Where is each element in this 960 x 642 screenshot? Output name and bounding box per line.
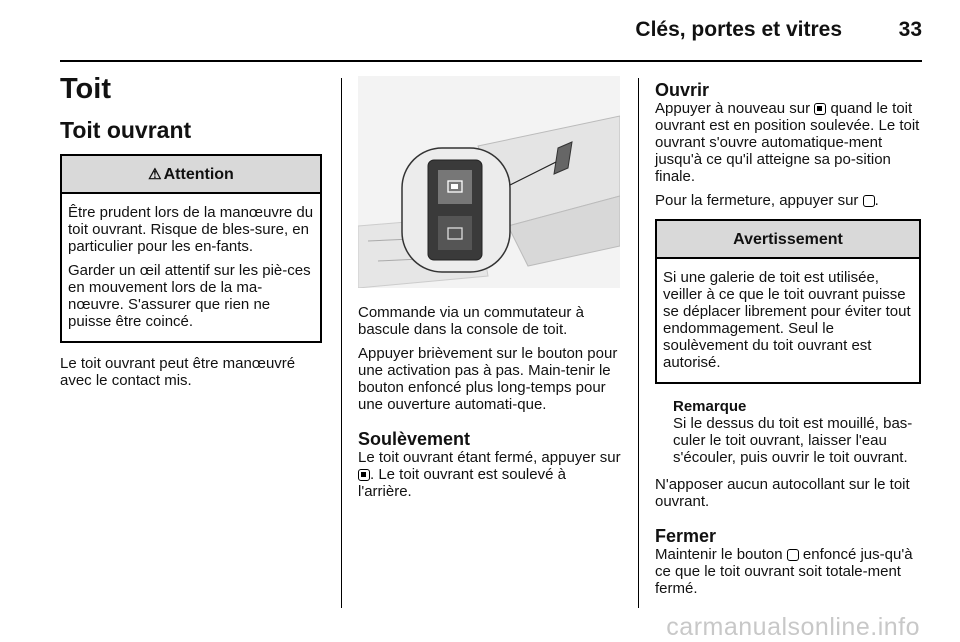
remark [673,398,921,466]
remark-body: Si le dessus du toit est mouillé, bas-culer le toit ouvrant, laisser l'eau s'écouler, puis ouvrir le toit ouvrant. [673,415,913,466]
sunroof-tilt-icon [814,103,826,115]
watermark: carmanualsonline.info [666,613,920,641]
attention-body [62,194,320,341]
sunroof-close-icon [863,195,875,207]
attention-paragraph: Être prudent lors de la manœuvre du toit ouvrant. Risque de bles-sure, en particulier pour les en-fants. [68,204,314,255]
warning-body [657,259,919,382]
attention-title: Attention [163,165,234,183]
column-divider [638,78,639,608]
section-title: Toit [60,73,111,105]
warning-triangle-icon: ⚠ [148,165,162,183]
sunroof-tilt-icon [358,469,370,481]
sunroof-close-icon [787,549,799,561]
hold-text-b: enfoncé jus-qu'à ce que le toit ouvrant soit totale-ment fermé. [655,546,913,597]
close-text-a: Pour la fermeture, appuyer sur [655,192,859,209]
close-text-b: . [874,192,879,209]
tilt-paragraph [358,449,622,500]
roof-console-drawing [358,76,620,288]
tilt-text-a: Le toit ouvrant étant fermé, appuyer sur [358,449,621,466]
remark-title: Remarque [673,398,747,415]
subsection-title: Toit ouvrant [60,117,192,143]
tilt-heading: Soulèvement [358,429,471,449]
running-title: Clés, portes et vitres [635,18,842,41]
warning-box [655,219,921,384]
roof-console-illustration [358,76,620,288]
console-paragraph: Commande via un commutateur à bascule dans la console de toit. [358,304,584,338]
open-heading: Ouvrir [655,80,710,100]
tilt-text-b: . Le toit ouvrant est soulevé à l'arrière. [358,466,566,500]
column-left [60,72,322,396]
attention-box [60,154,322,343]
column-divider [341,78,342,608]
hold-text-a: Maintenir le bouton [655,546,783,563]
close-paragraph [655,192,921,209]
contact-paragraph: Le toit ouvrant peut être manœuvré avec le contact mis. [60,355,296,389]
open-paragraph [655,100,921,185]
open-text-b: quand le toit ouvrant est en position soulevée. Le toit ouvrant s'ouvre automatique-ment jusqu'à ce qu'il atteigne sa po-sition finale. [655,100,920,185]
header-rule [60,60,922,62]
column-right [655,80,921,604]
hold-paragraph [655,546,921,597]
open-text-a: Appuyer à nouveau sur [655,100,811,117]
column-middle [358,304,622,507]
warning-header: Avertissement [657,221,919,259]
close-heading: Fermer [655,526,717,546]
attention-paragraph: Garder un œil attentif sur les piè-ces en mouvement lors de la ma-nœuvre. S'assurer que rien ne puisse être coincé. [68,262,311,330]
attention-header [62,156,320,194]
button-paragraph: Appuyer brièvement sur le bouton pour une activation pas à pas. Main-tenir le bouton enfoncé plus long-temps pour une ouverture automati-que. [358,345,618,413]
sticker-paragraph: N'apposer aucun autocollant sur le toit ouvrant. [655,476,910,510]
warning-paragraph: Si une galerie de toit est utilisée, veiller à ce que le toit ouvrant puisse se déplacer librement pour éviter tout endommagement. Seul le soulèvement du toit ouvrant est autorisé. [663,269,911,371]
page-number: 33 [898,18,922,41]
